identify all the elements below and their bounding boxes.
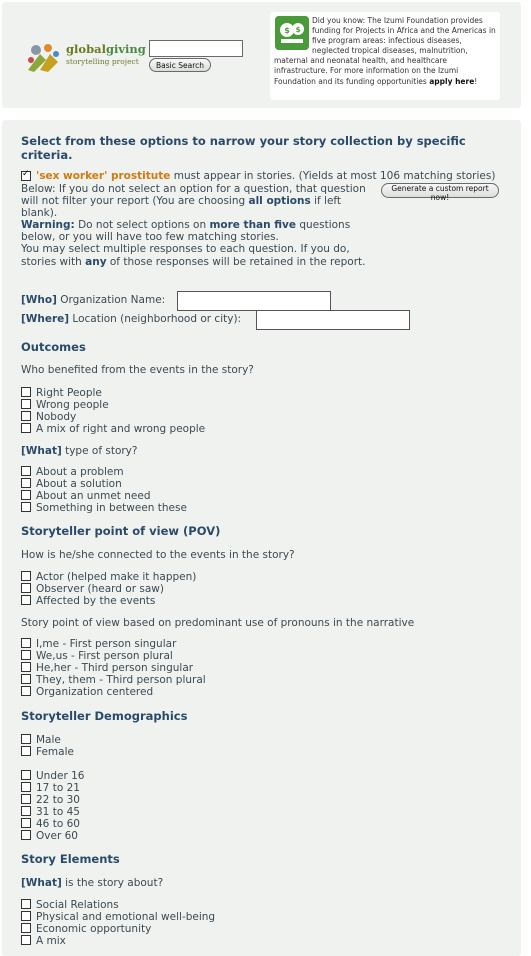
checkbox-male[interactable]	[21, 734, 31, 744]
pov-question-1: How is he/she connected to the events in the story?	[21, 549, 295, 561]
multi-any: any	[85, 255, 107, 268]
option-wrong-people: Wrong people	[36, 399, 109, 411]
checkbox-third-plural[interactable]	[21, 674, 31, 684]
story-elements-heading: Story Elements	[21, 852, 120, 866]
option-17-to-21: 17 to 21	[36, 782, 80, 794]
checkbox-a-mix[interactable]	[21, 935, 31, 945]
yield-count: 106	[379, 170, 401, 182]
promo-box	[270, 12, 500, 100]
where-label	[21, 313, 241, 325]
option-over-60: Over 60	[36, 830, 78, 842]
checkbox-observer[interactable]	[21, 583, 31, 593]
outcomes-question-2	[21, 445, 137, 457]
elements-question-1	[21, 877, 163, 889]
where-tag: [Where]	[21, 313, 70, 325]
checkbox-wellbeing[interactable]	[21, 911, 31, 921]
option-first-plural: We,us - First person plural	[36, 650, 173, 662]
promo-tail: !	[474, 76, 478, 86]
panel-title: Select from these options to narrow your story collection by specific	[21, 134, 466, 148]
logo-text[interactable]	[66, 43, 146, 66]
outcomes-question-1: Who benefited from the events in the story?	[21, 364, 254, 376]
checkbox-nobody[interactable]	[21, 411, 31, 421]
option-observer: Observer (heard or saw)	[36, 583, 164, 595]
checkbox-right-people[interactable]	[21, 387, 31, 397]
svg-text:$: $	[295, 26, 301, 34]
option-46-to-60: 46 to 60	[36, 818, 80, 830]
basic-search-button[interactable]: Basic Search	[149, 58, 211, 72]
checkbox-46-to-60[interactable]	[21, 818, 31, 828]
elements-what-tag: [What]	[21, 877, 62, 889]
checkbox-economic-opportunity[interactable]	[21, 923, 31, 933]
promo-body: Did you know: The Izumi Foundation provides funding for Projects in Africa and the Americas in five program areas: infectious diseases, neglected tropical diseases, malnutrition, maternal and neonatal health, and healthcare infrastructure. For more information on the Izumi Foundation and its funding opportunities	[274, 16, 496, 86]
outcomes-question-2-text: type of story?	[61, 445, 138, 457]
checkbox-about-solution[interactable]	[21, 478, 31, 488]
option-unmet-need: About an unmet need	[36, 490, 151, 502]
panel-title-continued: criteria.	[21, 148, 73, 162]
checkbox-over-60[interactable]	[21, 830, 31, 840]
apply-here-link[interactable]: apply here	[429, 76, 475, 86]
checkbox-31-to-45[interactable]	[21, 806, 31, 816]
elements-question-1-text: is the story about?	[61, 877, 164, 889]
keyword-text: 'sex worker' prostitute	[36, 170, 171, 182]
option-actor: Actor (helped make it happen)	[36, 571, 197, 583]
checkbox-organization-centered[interactable]	[21, 686, 31, 696]
globalgiving-logo-icon	[26, 40, 62, 74]
pov-question-2: Story point of view based on predominant use of pronouns in the narrative	[21, 617, 415, 629]
checkbox-unmet-need[interactable]	[21, 490, 31, 500]
option-mix-right-wrong: A mix of right and wrong people	[36, 423, 206, 435]
option-social-relations: Social Relations	[36, 899, 119, 911]
checkbox-22-to-30[interactable]	[21, 794, 31, 804]
intro-text-tail: if left blank).	[21, 195, 342, 220]
option-third-plural: They, them - Third person plural	[36, 674, 206, 686]
checkbox-17-to-21[interactable]	[21, 782, 31, 792]
checkbox-under-16[interactable]	[21, 770, 31, 780]
option-female: Female	[36, 746, 74, 758]
checkbox-first-plural[interactable]	[21, 650, 31, 660]
location-input[interactable]	[256, 310, 410, 330]
checkbox-in-between[interactable]	[21, 502, 31, 512]
option-nobody: Nobody	[36, 411, 77, 423]
checkbox-third-singular[interactable]	[21, 662, 31, 672]
warning-label: Warning:	[21, 219, 75, 232]
option-first-singular: I,me - First person singular	[36, 638, 177, 650]
checkbox-social-relations[interactable]	[21, 899, 31, 909]
intro-text: Below: If you do not select an option for a question, that question will not filter your report (You are choosing	[21, 183, 366, 208]
option-affected: Affected by the events	[36, 595, 156, 607]
keyword-suffix: must appear in stories. (Yields at most	[170, 170, 380, 182]
option-right-people: Right People	[36, 387, 102, 399]
checkbox-affected[interactable]	[21, 595, 31, 605]
logo-brand-prefix: global	[66, 42, 106, 56]
option-a-mix: A mix	[36, 935, 66, 947]
checkbox-first-singular[interactable]	[21, 638, 31, 648]
keyword-checkbox[interactable]	[21, 171, 31, 181]
option-about-solution: About a solution	[36, 478, 122, 490]
generate-report-button[interactable]: Generate a custom report now!	[381, 183, 499, 198]
option-31-to-45: 31 to 45	[36, 806, 80, 818]
who-label-text: Organization Name:	[56, 294, 166, 306]
logo-brand-suffix: giving	[105, 42, 146, 56]
checkbox-actor[interactable]	[21, 571, 31, 581]
where-label-text: Location (neighborhood or city):	[69, 313, 242, 325]
checkbox-about-problem[interactable]	[21, 466, 31, 476]
multi-text: You may select multiple responses to each question. If you do, stories with	[21, 243, 350, 268]
what-tag: [What]	[21, 445, 62, 457]
instructions	[21, 183, 371, 268]
yield-suffix: matching stories)	[400, 170, 496, 182]
option-third-singular: He,her - Third person singular	[36, 662, 194, 674]
svg-text:$: $	[284, 26, 290, 35]
checkbox-mix-right-wrong[interactable]	[21, 423, 31, 433]
option-22-to-30: 22 to 30	[36, 794, 80, 806]
checkbox-female[interactable]	[21, 746, 31, 756]
option-male: Male	[36, 734, 61, 746]
demographics-heading: Storyteller Demographics	[21, 709, 188, 723]
option-in-between: Something in between these	[36, 502, 187, 514]
intro-all-options: all options	[248, 195, 311, 208]
promo-text	[274, 16, 498, 87]
pov-heading: Storyteller point of view (POV)	[21, 524, 221, 538]
checkbox-wrong-people[interactable]	[21, 399, 31, 409]
keyword-line	[36, 170, 495, 182]
option-organization-centered: Organization centered	[36, 686, 154, 698]
logo-tagline: storytelling project	[66, 57, 139, 66]
warning-text: Do not select options on	[74, 219, 210, 232]
multi-text-tail: of those responses will be retained in the report.	[106, 255, 366, 268]
outcomes-heading: Outcomes	[21, 340, 86, 354]
warning-text-tail: questions below, or you will have too few matching stories.	[21, 219, 351, 244]
who-tag: [Who]	[21, 294, 57, 306]
search-input[interactable]	[149, 40, 243, 57]
warning-more-than-five: more than five	[209, 219, 297, 232]
option-under-16: Under 16	[36, 770, 85, 782]
option-economic-opportunity: Economic opportunity	[36, 923, 152, 935]
organization-name-input[interactable]	[177, 291, 331, 311]
option-wellbeing: Physical and emotional well-being	[36, 911, 216, 923]
who-label	[21, 294, 165, 306]
option-about-problem: About a problem	[36, 466, 124, 478]
